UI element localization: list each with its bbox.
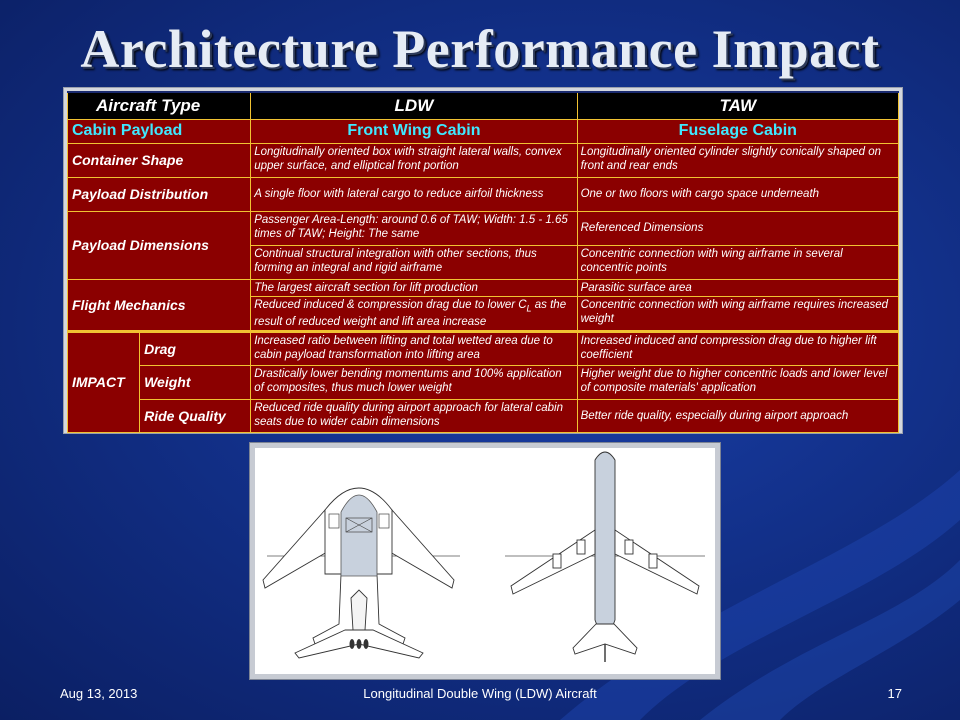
weight-label: Weight [140,365,251,399]
distribution-ldw: A single floor with lateral cargo to reduce airfoil thickness [251,177,577,211]
dimensions-taw-2: Concentric connection with wing airframe in several concentric points [577,245,898,279]
lift-coefficient-subscript: L [526,302,532,313]
table-row-weight [68,365,899,399]
container-taw: Longitudinally oriented cylinder slightly conically shaped on front and rear ends [577,143,898,177]
table-row-drag [68,331,899,365]
drag-taw: Increased induced and compression drag due to higher lift coefficient [577,331,898,365]
header-aircraft-type: Aircraft Type [68,92,251,119]
distribution-taw: One or two floors with cargo space underneath [577,177,898,211]
mechanics-taw-1: Parasitic surface area [577,279,898,296]
cabin-payload-label: Cabin Payload [68,119,251,143]
cabin-taw: Fuselage Cabin [577,119,898,143]
mechanics-ldw-1: The largest aircraft section for lift production [251,279,577,296]
slide-title: Architecture Performance Impact [80,19,880,79]
comparison-table-frame [63,87,903,434]
container-ldw: Longitudinally oriented box with straight lateral walls, convex upper surface, and elliptical front portion [251,143,577,177]
payload-dimensions-label: Payload Dimensions [68,211,251,279]
table-row-ride-quality [68,399,899,432]
ride-ldw: Reduced ride quality during airport approach for lateral cabin seats due to wider cabin dimensions [251,399,577,432]
flight-mechanics-label: Flight Mechanics [68,279,251,331]
mechanics-ldw-2 [251,296,577,331]
drag-ldw: Increased ratio between lifting and total wetted area due to cabin payload transformation into lifting area [251,331,577,365]
table-header-row [68,92,899,119]
container-shape-label: Container Shape [68,143,251,177]
table-row-distribution [68,177,899,211]
page-number: 17 [887,686,902,701]
impact-label: IMPACT [68,331,140,432]
cabin-ldw: Front Wing Cabin [251,119,577,143]
dimensions-ldw-1: Passenger Area-Length: around 0.6 of TAW; Width: 1.5 - 1.65 times of TAW; Height: The same [251,211,577,245]
table-row-mechanics-1 [68,279,899,296]
footer-date: Aug 13, 2013 [60,686,138,701]
comparison-table [67,91,899,433]
drag-label: Drag [140,331,251,365]
mechanics-ldw-2-text: Reduced induced & compression drag due to lower C [254,298,527,311]
taw-aircraft-icon [511,452,699,662]
table-row-dimensions-1 [68,211,899,245]
dimensions-ldw-2: Continual structural integration with other sections, thus forming an integral and rigid airframe [251,245,577,279]
ride-taw: Better ride quality, especially during airport approach [577,399,898,432]
mechanics-taw-2: Concentric connection with wing airframe requires increased weight [577,296,898,331]
payload-distribution-label: Payload Distribution [68,177,251,211]
table-row-container [68,143,899,177]
header-ldw: LDW [251,92,577,119]
mechanics-ldw-2-text-rest: as the result of reduced weight and lift area increase [254,298,567,328]
header-taw: TAW [577,92,898,119]
dimensions-taw-1: Referenced Dimensions [577,211,898,245]
aircraft-diagram-svg [255,448,715,674]
weight-taw: Higher weight due to higher concentric loads and lower level of composite materials' application [577,365,898,399]
ride-quality-label: Ride Quality [140,399,251,432]
table-row-cabin [68,119,899,143]
footer-title: Longitudinal Double Wing (LDW) Aircraft [363,686,597,701]
aircraft-diagram-frame [249,442,721,680]
aircraft-diagram [255,448,715,674]
weight-ldw: Drastically lower bending momentums and 100% application of composites, thus much lower weight [251,365,577,399]
